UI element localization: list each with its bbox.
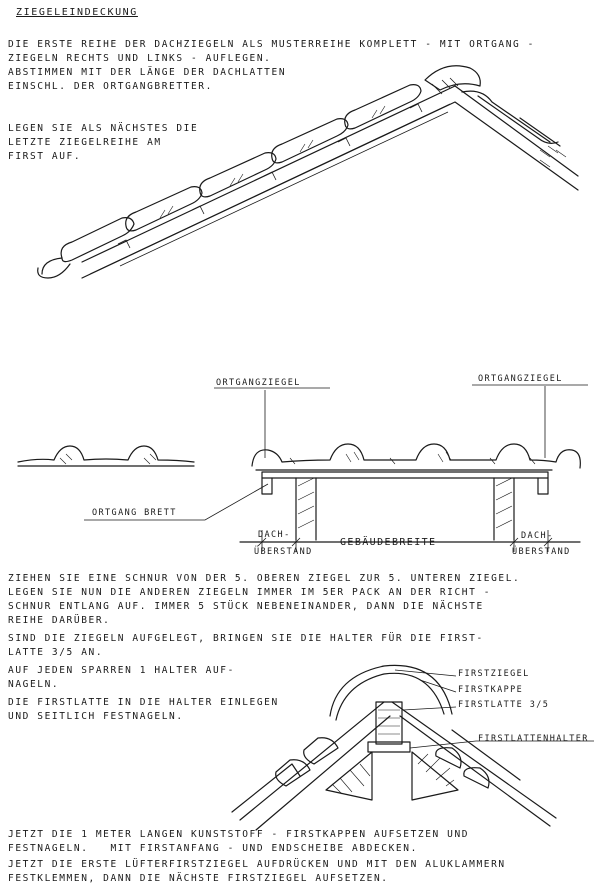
firstziegel-label: FIRSTZIEGEL	[458, 669, 530, 679]
intro-line: ZIEGELN RECHTS UND LINKS - AUFLEGEN.	[8, 53, 272, 64]
gebaeudebreite-label: GEBÄUDEBREITE	[340, 537, 437, 548]
paragraph3-line: SIND DIE ZIEGELN AUFGELEGT, BRINGEN SIE DIE HALTER FÜR DIE FIRST-	[8, 633, 484, 644]
paragraph3-line: LEGEN SIE NUN DIE ANDEREN ZIEGELN IMMER IM 5ER PACK AN DER RICHT -	[8, 587, 492, 598]
paragraph3-line: NAGELN.	[8, 679, 60, 690]
closing-line: JETZT DIE 1 METER LANGEN KUNSTSTOFF - FIRSTKAPPEN AUFSETZEN UND	[8, 829, 470, 840]
paragraph3-line: REIHE DARÜBER.	[8, 615, 111, 626]
step2-line: FIRST AUF.	[8, 151, 82, 162]
paragraph3-line: AUF JEDEN SPARREN 1 HALTER AUF-	[8, 665, 235, 676]
closing-line: FESTNAGELN. MIT FIRSTANFANG - UND ENDSCHEIBE ABDECKEN.	[8, 843, 418, 854]
page-title: ZIEGELEINDECKUNG	[16, 7, 138, 18]
paragraph3-line: LATTE 3/5 AN.	[8, 647, 104, 658]
ortgang-left-label: ORTGANGZIEGEL	[216, 378, 301, 388]
dach-left-label: DACH-	[258, 530, 291, 540]
paragraph3-line: SCHNUR ENTLANG AUF. IMMER 5 STÜCK NEBENEINANDER, DANN DIE NÄCHSTE	[8, 601, 484, 612]
closing-line: JETZT DIE ERSTE LÜFTERFIRSTZIEGEL AUFDRÜCKEN UND MIT DEN ALUKLAMMERN	[8, 859, 506, 870]
ueberstand-left-label: ÜBERSTAND	[254, 547, 313, 557]
intro-line: EINSCHL. DER ORTGANGBRETTER.	[8, 81, 213, 92]
intro-line: ABSTIMMEN MIT DER LÄNGE DER DACHLATTEN	[8, 67, 287, 78]
paragraph3-line: DIE FIRSTLATTE IN DIE HALTER EINLEGEN	[8, 697, 279, 708]
roof-slope-drawing	[38, 66, 578, 278]
firstlatte-label: FIRSTLATTE 3/5	[458, 700, 550, 710]
ridge-detail-drawing	[232, 665, 594, 830]
paragraph3-line: ZIEHEN SIE EINE SCHNUR VON DER 5. OBEREN ZIEGEL ZUR 5. UNTEREN ZIEGEL.	[8, 573, 521, 584]
roof-tile-row	[61, 85, 421, 262]
intro-line: DIE ERSTE REIHE DER DACHZIEGELN ALS MUSTERREIHE KOMPLETT - MIT ORTGANG -	[8, 39, 536, 50]
paragraph3-line: UND SEITLICH FESTNAGELN.	[8, 711, 184, 722]
step2-line: LEGEN SIE ALS NÄCHSTES DIE	[8, 123, 199, 134]
ueberstand-right-label: ÜBERSTAND	[512, 547, 571, 557]
closing-line: FESTKLEMMEN, DANN DIE NÄCHSTE FIRSTZIEGEL AUFSETZEN.	[8, 873, 389, 884]
firstkappe-label: FIRSTKAPPE	[458, 685, 524, 695]
firstlattenhalter-label: FIRSTLATTENHALTER	[478, 734, 589, 744]
ortgang-right-label: ORTGANGZIEGEL	[478, 374, 563, 384]
ortgang-brett-label: ORTGANG BRETT	[92, 508, 177, 518]
cross-section-drawing	[18, 385, 588, 552]
dach-right-label: DACH-	[521, 531, 554, 541]
step2-line: LETZTE ZIEGELREIHE AM	[8, 137, 162, 148]
